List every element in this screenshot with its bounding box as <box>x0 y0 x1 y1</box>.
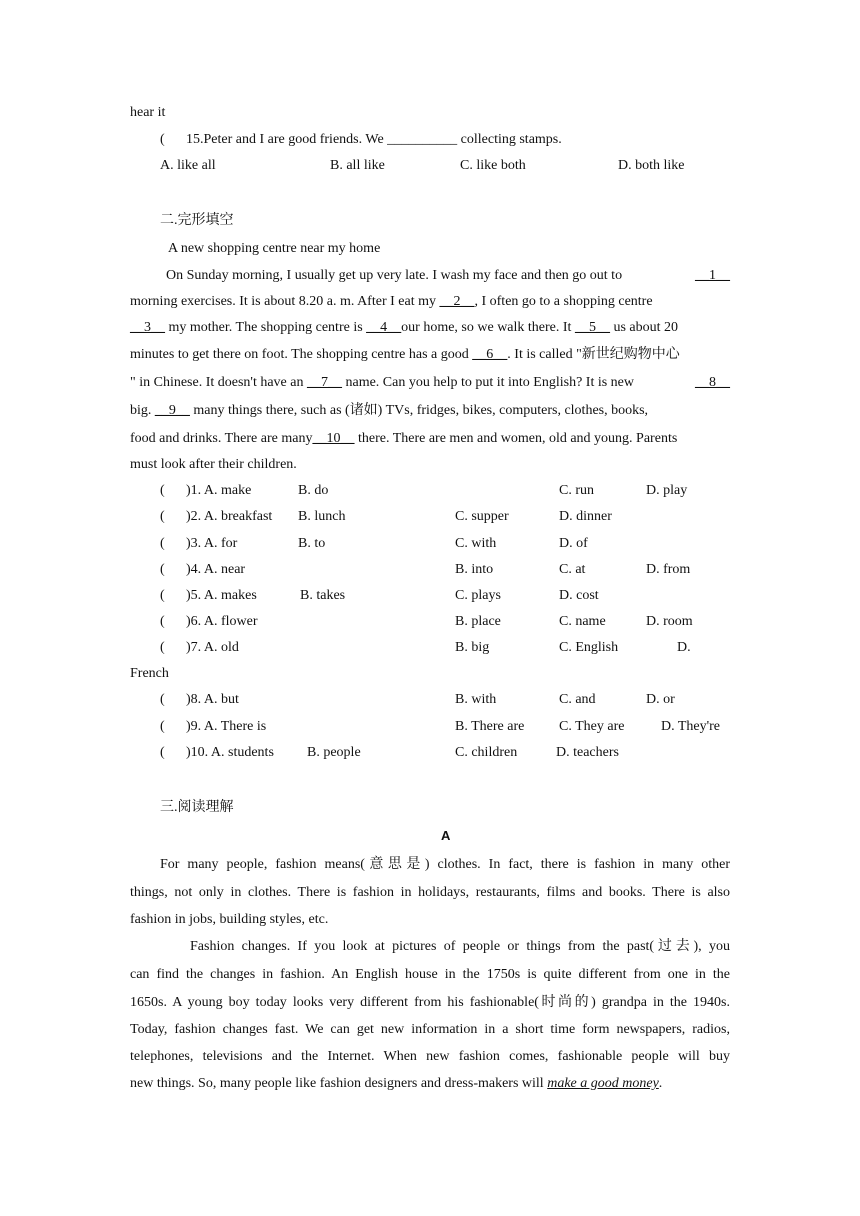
question-paren: ( <box>160 588 165 603</box>
q15-option-c[interactable]: C. like both <box>460 158 526 173</box>
option-c[interactable]: C. at <box>559 562 586 577</box>
question-paren: ( <box>160 483 165 498</box>
option-b[interactable]: B. There are <box>455 719 525 734</box>
option-c[interactable]: C. plays <box>455 588 501 603</box>
option-b[interactable]: B. big <box>455 640 490 655</box>
cloze-title: A new shopping centre near my home <box>168 241 381 256</box>
option-c[interactable]: C. They are <box>559 719 625 734</box>
option-b[interactable]: B. into <box>455 562 494 577</box>
option-c[interactable]: C. English <box>559 640 619 655</box>
question-stem: )6. A. flower <box>186 614 258 629</box>
option-b[interactable]: B. lunch <box>298 509 346 524</box>
blank-2: __2__ <box>439 294 475 309</box>
question-stem: )2. A. breakfast <box>186 509 273 524</box>
p2-line-1: Fashion changes. If you look at pictures of people or things from the past(过去), you <box>190 939 730 954</box>
option-d[interactable]: D. dinner <box>559 509 612 524</box>
option-c[interactable]: C. and <box>559 692 596 707</box>
cloze-line-5: " in Chinese. It doesn't have an __7__ name. Can you help to put it into English? It is new __8__ <box>130 375 730 390</box>
cloze-heading: 二.完形填空 <box>160 213 234 228</box>
q15-paren-open: ( <box>160 132 165 147</box>
q15-stem: 15.Peter and I are good friends. We __________ collecting stamps. <box>186 132 562 147</box>
cloze-line-3: __3__ my mother. The shopping centre is __4__our home, so we walk there. It __5__ us about 20 <box>130 320 679 335</box>
reading-heading: 三.阅读理解 <box>160 800 234 815</box>
option-c[interactable]: C. children <box>455 745 518 760</box>
cloze-line-8: must look after their children. <box>130 457 297 472</box>
blank-7: __7__ <box>306 375 342 390</box>
q15-option-d[interactable]: D. both like <box>618 158 685 173</box>
p1-line-2: things, not only in clothes. There is fashion in holidays, restaurants, films and books. There is also <box>130 885 730 900</box>
blank-5: __5__ <box>574 320 610 335</box>
option-d[interactable]: D. <box>677 640 691 655</box>
blank-10: __10__ <box>312 431 355 446</box>
p2-line-6: new things. So, many people like fashion designers and dress-makers will make a good money. <box>130 1076 663 1091</box>
question-stem: )8. A. but <box>186 692 239 707</box>
p2-line-3: 1650s. A young boy today looks very different from his fashionable(时尚的) grandpa in the 1940s. <box>130 995 730 1010</box>
question-paren: ( <box>160 509 165 524</box>
option-d[interactable]: D. room <box>646 614 693 629</box>
option-d[interactable]: D. play <box>646 483 688 498</box>
option-b[interactable]: B. with <box>455 692 497 707</box>
question-stem: )7. A. old <box>186 640 239 655</box>
blank-6: __6__ <box>472 347 508 362</box>
question-paren: ( <box>160 745 165 760</box>
p2-line-5: telephones, televisions and the Internet. When new fashion comes, fashionable people will buy <box>130 1049 730 1064</box>
passage-a-label: A <box>441 828 451 843</box>
option-d[interactable]: D. or <box>646 692 675 707</box>
question-stem: )9. A. There is <box>186 719 267 734</box>
p2-line-2: can find the changes in fashion. An English house in the 1750s is quite different from one in the <box>130 967 730 982</box>
p1-line-1: For many people, fashion means(意思是) clothes. In fact, there is fashion in many other <box>160 857 730 872</box>
question-paren: ( <box>160 562 165 577</box>
cloze-line-1: On Sunday morning, I usually get up very late. I wash my face and then go out to __1__ <box>166 268 730 283</box>
cloze-line-7: food and drinks. There are many__10__ there. There are men and women, old and young. Parents <box>130 431 678 446</box>
option-b[interactable]: B. people <box>307 745 361 760</box>
option-c[interactable]: C. with <box>455 536 497 551</box>
option-b[interactable]: B. place <box>455 614 501 629</box>
option-d[interactable]: D. They're <box>661 719 721 734</box>
cloze-line-6: big. __9__ many things there, such as (诸如) TVs, fridges, bikes, computers, clothes, books, <box>130 403 649 418</box>
option-c[interactable]: C. name <box>559 614 606 629</box>
option-d[interactable]: D. teachers <box>556 745 619 760</box>
q15-option-b[interactable]: B. all like <box>330 158 385 173</box>
make-good-money-phrase: make a good money <box>547 1076 659 1091</box>
blank-4: __4__ <box>366 320 402 335</box>
question-paren: ( <box>160 536 165 551</box>
p2-line-4: Today, fashion changes fast. We can get new information in a short time form newspapers, radios, <box>130 1022 730 1037</box>
blank-9: __9__ <box>154 403 190 418</box>
question-paren: ( <box>160 640 165 655</box>
question-paren: ( <box>160 692 165 707</box>
q7-option-d-wrap: French <box>130 666 169 681</box>
q15-option-a[interactable]: A. like all <box>160 158 216 173</box>
option-d[interactable]: D. of <box>559 536 588 551</box>
blank-8: __8__ <box>695 375 730 390</box>
question-stem: )4. A. near <box>186 562 246 577</box>
question-stem: )10. A. students <box>186 745 274 760</box>
cloze-line-4: minutes to get there on foot. The shopping centre has a good __6__. It is called "新世纪购物中心 <box>130 347 680 362</box>
option-d[interactable]: D. from <box>646 562 691 577</box>
option-b[interactable]: B. takes <box>300 588 346 603</box>
p1-line-3: fashion in jobs, building styles, etc. <box>130 912 329 927</box>
question-paren: ( <box>160 614 165 629</box>
option-c[interactable]: C. run <box>559 483 594 498</box>
option-c[interactable]: C. supper <box>455 509 509 524</box>
blank-1: __1__ <box>695 268 730 283</box>
option-b[interactable]: B. to <box>298 536 326 551</box>
blank-3: __3__ <box>130 320 165 335</box>
cloze-line-2: morning exercises. It is about 8.20 a. m. After I eat my __2__, I often go to a shopping centre <box>130 294 653 309</box>
option-d[interactable]: D. cost <box>559 588 599 603</box>
option-b[interactable]: B. do <box>298 483 329 498</box>
question-stem: )3. A. for <box>186 536 238 551</box>
question-stem: )5. A. makes <box>186 588 257 603</box>
question-paren: ( <box>160 719 165 734</box>
question-stem: )1. A. make <box>186 483 252 498</box>
hear-it-text: hear it <box>130 105 166 120</box>
